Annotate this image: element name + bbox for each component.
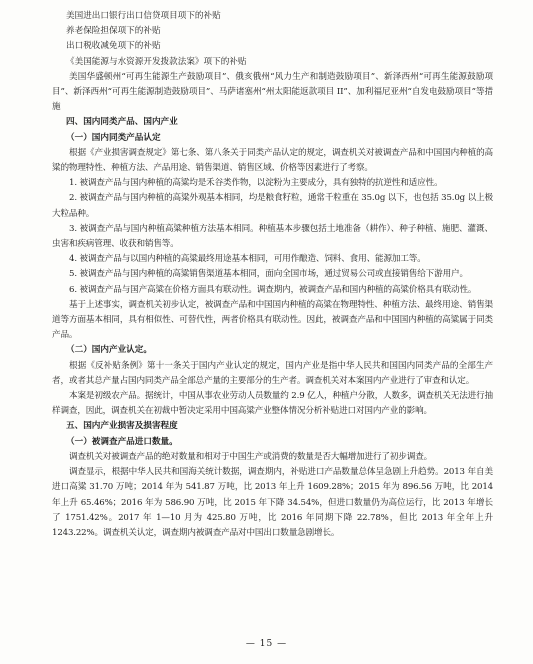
list-item: 美国进出口银行出口信贷项目项下的补贴 — [66, 11, 221, 21]
conclusion-paragraph: 基于上述事实，调查机关初步认定，被调查产品和中国国内种植的高粱在物理特性、种植方法、最终用途、销售渠道等方面基本相同，具有相似性、可替代性，两者价格具有联动性。因此，被调查产品和中国国内种植的高粱属于同类产品。 — [52, 299, 493, 341]
body-paragraph: 调查显示，根据中华人民共和国海关统计数据，调查期内，补贴进口产品数量总体呈急剧上升趋势。2013 年自美进口高粱 31.70 万吨；2014 年为 541.87 万吨，比 2013 年上升 1609.28%；2015 年为 896.56 万吨，比 2014 年上升 65.46%；2016 年为 586.90 万吨，比 2015 年下降 34.54%，但进口数量仍为高位运行，比 2013 年增长了 1751.42%。2017 年 1—10 月为 425.80 万吨，比 2016 年同期下降 22.78%，但比 2013 年全年上升 1243.22%。调查机关认定，调查期内被调查产品对中国出口数量急剧增长。 — [52, 467, 493, 538]
subsection-heading: （二）国内产业认定。 — [66, 345, 152, 356]
body-paragraph: 根据《产业损害调查规定》第七条、第八条关于同类产品认定的规定，调查机关对被调查产品和中国国内种植的高粱的物理特性、种植方法、产品用途、销售渠道、销售区域、价格等因素进行了考察。 — [52, 147, 493, 174]
subsection-heading: （一）国内同类产品认定 — [66, 132, 161, 143]
numbered-point: 3. 被调查产品与国内种植高粱种植方法基本相同。种植基本步骤包括土地准备（耕作）、种子种植、施肥、灌溉、虫害和疾病管理、收获和销售等。 — [52, 223, 493, 250]
numbered-point: 6. 被调查产品与国产高粱在价格方面具有联动性。调查期内，被调查产品和国内种植的高粱价格具有联动性。 — [69, 284, 477, 295]
state-programs-paragraph: 美国华盛顿州“可再生能源生产鼓励项目”、俄亥俄州“风力生产和制造鼓励项目”、新泽西州“可再生能源鼓励项目”、新泽西州“可再生能源制造鼓励项目”、马萨诸塞州“州太阳能返款项目 II”、加利福尼亚州“自发电鼓励项目”等措施 — [52, 71, 493, 113]
page-number: — 15 — — [245, 638, 288, 649]
list-item: 出口税收减免项下的补贴 — [66, 41, 161, 52]
body-paragraph: 根据《反补贴条例》第十一条关于国内产业认定的规定，国内产业是指中华人民共和国国内同类产品的全部生产者，或者其总产量占国内同类产品全部总产量的主要部分的生产者。调查机关对本案国内产业进行了审查和认定。 — [52, 360, 493, 386]
body-paragraph: 本案是初级农产品。据统计，中国从事农业劳动人员数量约 2.9 亿人，种植户分散，人数多，调查机关无法进行抽样调查，因此，调查机关在初裁中暂决定采用中国高粱产业整体情况分析补贴进口对国内产业的影响。 — [52, 391, 493, 417]
section-heading: 四、国内同类产品、国内产业 — [66, 117, 178, 128]
section-heading: 五、国内产业损害及损害程度 — [66, 421, 178, 432]
subsection-heading: （一）被调查产品进口数量。 — [66, 436, 178, 447]
numbered-point: 4. 被调查产品与以国内种植的高粱最终用途基本相同，可用作酿造、饲料、食用、能源加工等。 — [69, 254, 426, 265]
numbered-point: 5. 被调查产品与国内种植的高粱销售渠道基本相同，面向全国市场，通过贸易公司或直接销售给下游用户。 — [69, 269, 468, 280]
list-item: 养老保险担保项下的补贴 — [66, 26, 161, 37]
body-paragraph: 调查机关对被调查产品的绝对数量和相对于中国生产或消费的数量是否大幅增加进行了初步调查。 — [69, 451, 433, 462]
numbered-point: 2. 被调查产品与国内种植的高粱外观基本相同，均是粮食籽粒，通常千粒重在 35.0g 以下，也包括 35.0g 以上极大粒品种。 — [52, 193, 493, 219]
numbered-point: 1. 被调查产品与国内种植的高粱均是禾谷类作物，以淀粉为主要成分，具有独特的抗逆性和适应性。 — [69, 178, 443, 189]
list-item: 《美国能源与水资源开发拨款法案》项下的补贴 — [66, 56, 247, 67]
